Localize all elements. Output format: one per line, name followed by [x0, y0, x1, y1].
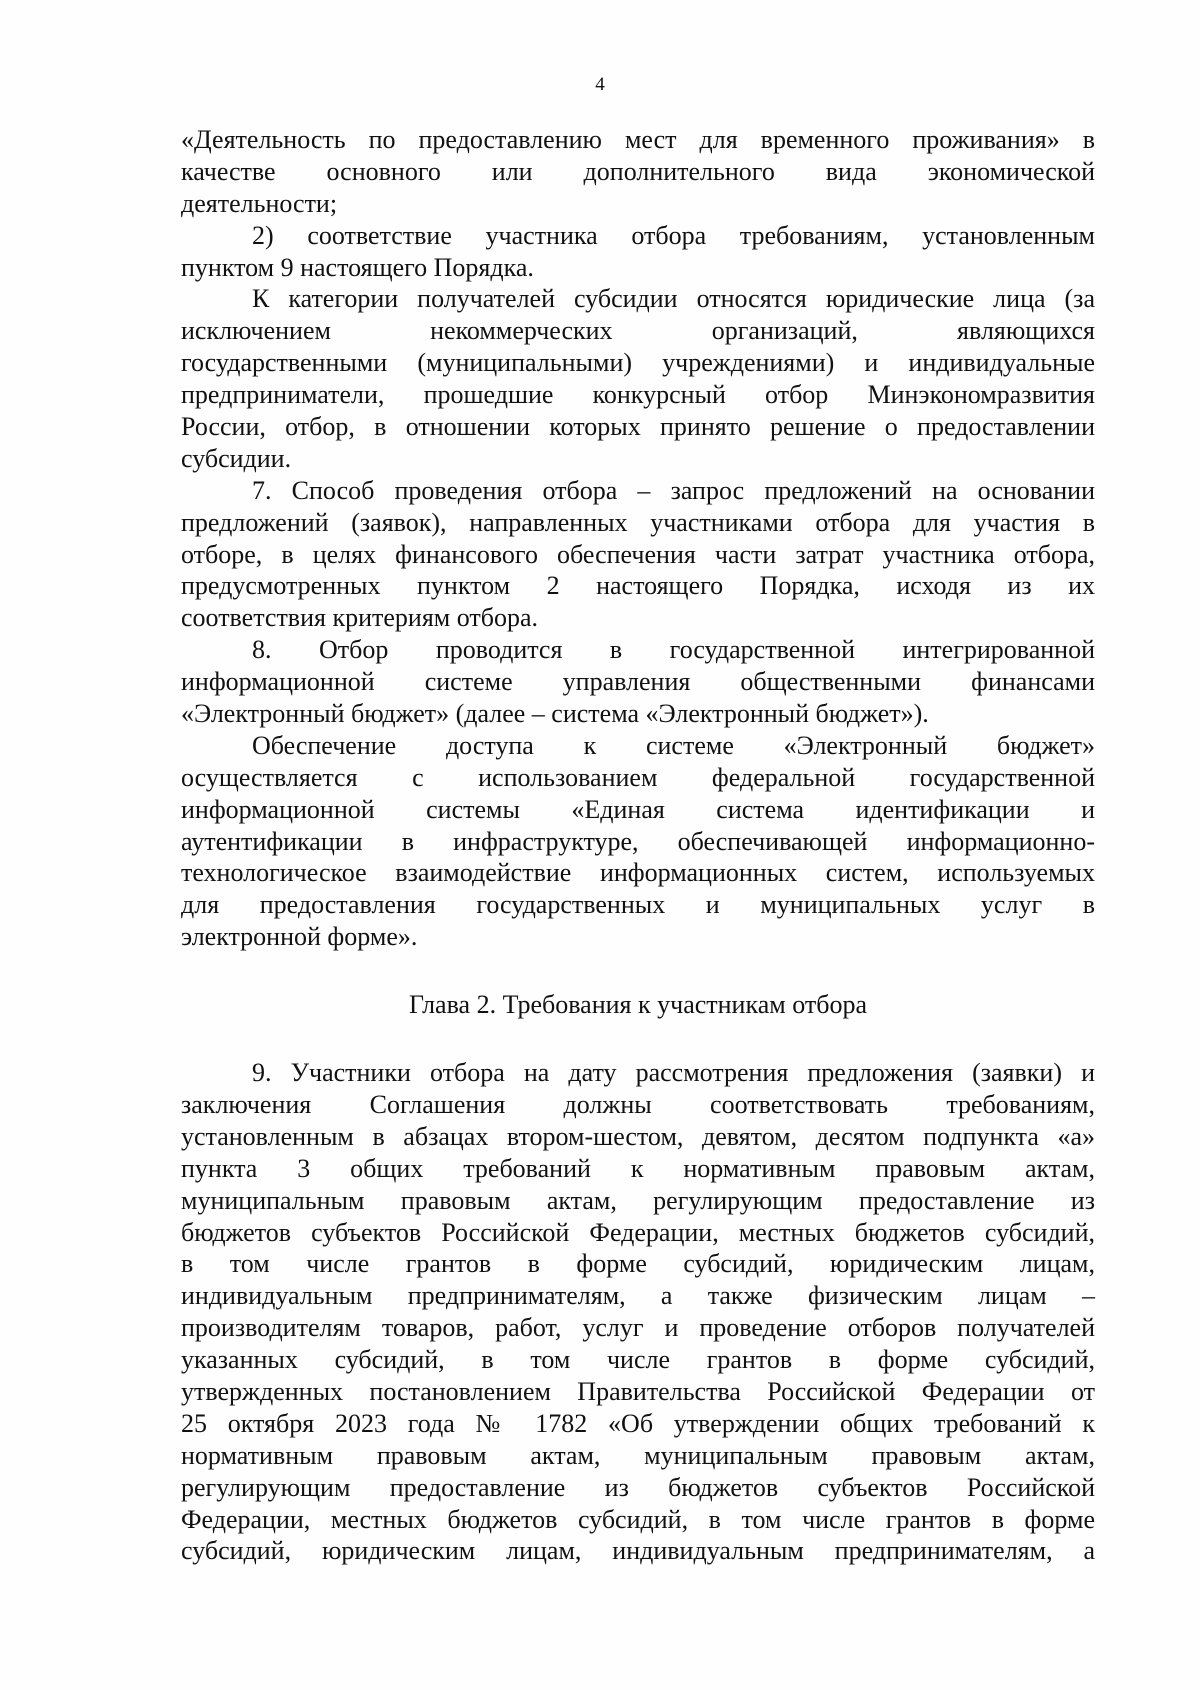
- text-line: «Электронный бюджет» (далее – система «Электронный бюджет»).: [181, 699, 929, 729]
- text-line: осуществляется с использованием федеральной государственной: [181, 762, 1095, 792]
- text-line: качестве основного или дополнительного вида экономической: [181, 156, 1095, 186]
- text-line: Федерации, местных бюджетов субсидий, в том числе грантов в форме: [181, 1504, 1095, 1534]
- chapter-heading: Глава 2. Требования к участникам отбора: [409, 990, 867, 1020]
- text-line: соответствия критериям отбора.: [181, 603, 539, 633]
- text-line: муниципальным правовым актам, регулирующим предоставление из: [181, 1185, 1095, 1215]
- text-line: государственными (муниципальными) учреждениями) и индивидуальные: [181, 348, 1095, 378]
- text-line: технологическое взаимодействие информационных систем, используемых: [181, 858, 1095, 888]
- text-block-before-heading: [181, 124, 1095, 953]
- text-line: бюджетов субъектов Российской Федерации, местных бюджетов субсидий,: [181, 1217, 1095, 1247]
- page-number: 4: [595, 74, 605, 95]
- text-line: 25 октября 2023 года № 1782 «Об утверждении общих требований к: [181, 1408, 1095, 1438]
- text-line: субсидии.: [181, 443, 292, 473]
- text-line: информационной системы «Единая система идентификации и: [181, 794, 1095, 824]
- text-line: России, отбор, в отношении которых принято решение о предоставлении: [181, 412, 1095, 442]
- text-line: предложений (заявок), направленных участниками отбора для участия в: [181, 507, 1095, 537]
- text-line: 2) соответствие участника отбора требованиям, установленным: [252, 220, 1095, 250]
- text-line: исключением некоммерческих организаций, являющихся: [181, 316, 1095, 346]
- text-line: 7. Способ проведения отбора – запрос предложений на основании: [252, 475, 1095, 505]
- text-line: пункта 3 общих требований к нормативным правовым актам,: [181, 1153, 1095, 1183]
- text-line: субсидий, юридическим лицам, индивидуальным предпринимателям, а: [181, 1536, 1095, 1566]
- text-line: предприниматели, прошедшие конкурсный отбор Минэкономразвития: [181, 380, 1095, 410]
- text-line: в том числе грантов в форме субсидий, юридическим лицам,: [181, 1249, 1095, 1279]
- text-line: «Деятельность по предоставлению мест для временного проживания» в: [181, 125, 1095, 154]
- text-line: деятельности;: [181, 188, 338, 218]
- text-line: указанных субсидий, в том числе грантов в форме субсидий,: [181, 1345, 1095, 1375]
- text-block-after-heading: [181, 1057, 1095, 1567]
- text-line: установленным в абзацах втором-шестом, девятом, десятом подпункта «а»: [181, 1121, 1095, 1151]
- text-line: Обеспечение доступа к системе «Электронный бюджет»: [252, 730, 1095, 760]
- text-line: аутентификации в инфраструктуре, обеспечивающей информационно-: [181, 826, 1095, 856]
- text-line: информационной системе управления общественными финансами: [181, 667, 1095, 697]
- text-line: отборе, в целях финансового обеспечения части затрат участника отбора,: [181, 539, 1095, 569]
- text-line: заключения Соглашения должны соответствовать требованиям,: [181, 1089, 1095, 1119]
- text-line: утвержденных постановлением Правительства Российской Федерации от: [181, 1376, 1095, 1406]
- text-line: индивидуальным предпринимателям, а также физическим лицам –: [181, 1281, 1095, 1311]
- text-line: производителям товаров, работ, услуг и проведение отборов получателей: [181, 1313, 1095, 1343]
- document-body: [181, 124, 1095, 1567]
- text-line: пунктом 9 настоящего Порядка.: [181, 252, 534, 282]
- text-line: предусмотренных пунктом 2 настоящего Порядка, исходя из их: [181, 571, 1095, 601]
- text-line: 9. Участники отбора на дату рассмотрения предложения (заявки) и: [252, 1058, 1095, 1088]
- text-line: электронной форме».: [181, 922, 418, 952]
- text-line: для предоставления государственных и муниципальных услуг в: [181, 890, 1095, 920]
- text-line: 8. Отбор проводится в государственной интегрированной: [252, 635, 1095, 665]
- text-line: нормативным правовым актам, муниципальным правовым актам,: [181, 1440, 1095, 1470]
- text-line: регулирующим предоставление из бюджетов субъектов Российской: [181, 1472, 1095, 1502]
- text-line: К категории получателей субсидии относятся юридические лица (за: [252, 284, 1095, 314]
